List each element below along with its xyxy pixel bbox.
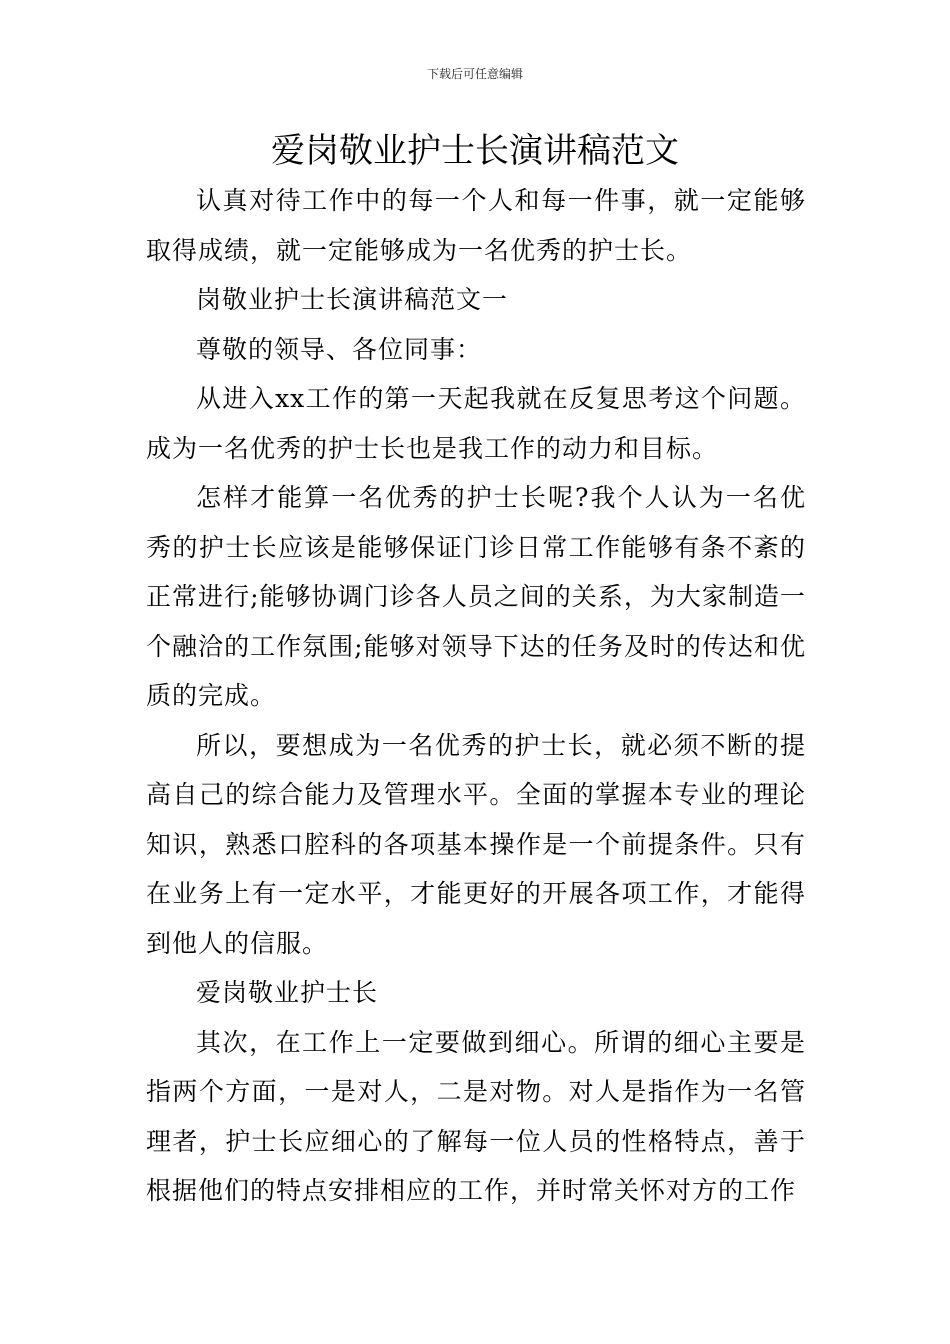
paragraph-section-heading: 爱岗敬业护士长 [196,978,379,1007]
header-note: 下载后可任意编辑 [426,67,523,81]
paragraph-subtitle: 岗敬业护士长演讲稿范文一 [196,285,509,314]
paragraph-body-1: 从进入xx工作的第一天起我就在反复思考这个问题。成为一名优秀的护士长也是我工作的动力和目标。 [146,384,806,463]
document-body [146,176,806,1216]
paragraph-salutation: 尊敬的领导、各位同事： [196,334,483,364]
paragraph-body-4: 其次，在工作上一定要做到细心。所谓的细心主要是指两个方面，一是对人，二是对物。对人是指作为一名管理者，护士长应细心的了解每一位人员的性格特点，善于根据他们的特点安排相应的工作，并时常关怀对方的工作 [146,1027,806,1205]
document-title: 爱岗敬业护士长演讲稿范文 [271,131,679,171]
paragraph-body-2: 怎样才能算一名优秀的护士长呢?我个人认为一名优秀的护士长应该是能够保证门诊日常工作能够有条不紊的正常进行;能够协调门诊各人员之间的关系，为大家制造一个融洽的工作氛围;能够对领导下达的任务及时的传达和优质的完成。 [146,483,806,710]
paragraph-intro: 认真对待工作中的每一个人和每一件事，就一定能够取得成绩，就一定能够成为一名优秀的护士长。 [146,186,806,265]
paragraph-body-3: 所以，要想成为一名优秀的护士长，就必须不断的提高自己的综合能力及管理水平。全面的掌握本专业的理论知识，熟悉口腔科的各项基本操作是一个前提条件。只有在业务上有一定水平，才能更好的开展各项工作，才能得到他人的信服。 [146,730,806,958]
